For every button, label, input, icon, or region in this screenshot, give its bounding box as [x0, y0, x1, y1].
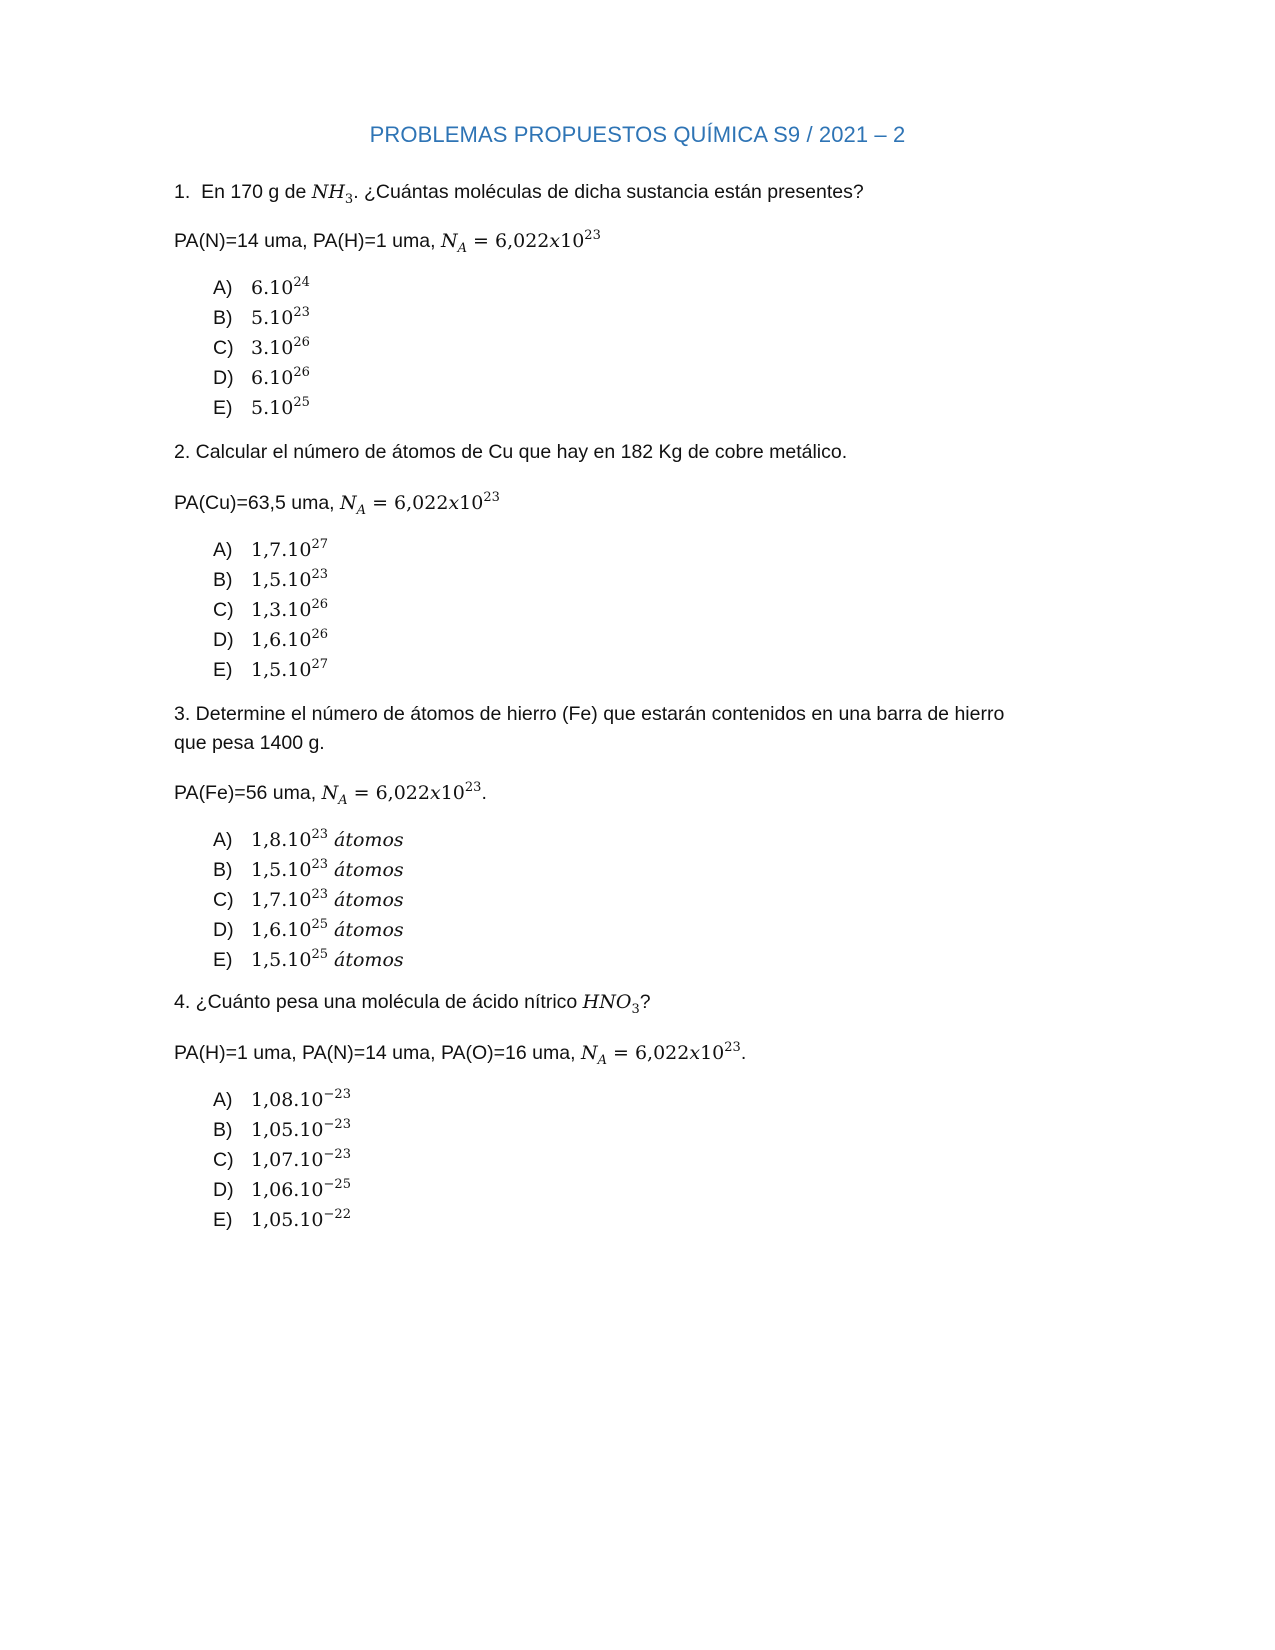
option-label: A) [213, 277, 233, 299]
answer-option [213, 530, 328, 560]
option-exponent: 26 [293, 365, 310, 380]
option-exponent: 23 [311, 567, 328, 582]
option-value: 1,5.10 [251, 859, 312, 881]
question-1-text: 1. En 170 g de $NH_3$. ¿Cuántas moléculas de dicha sustancia están presentes? [174, 181, 864, 207]
answer-option [213, 820, 404, 850]
option-value: 1,07.10 [251, 1149, 324, 1171]
question-3-options [213, 820, 404, 970]
option-exponent: 25 [311, 917, 328, 932]
option-value: 5.10 [251, 307, 294, 329]
option-unit: átomos [327, 859, 404, 881]
answer-option [213, 910, 404, 940]
question-3-text-cont: que pesa 1400 g. [174, 732, 325, 754]
option-label: E) [213, 1209, 233, 1231]
option-exponent: 23 [311, 887, 328, 902]
option-value: 3.10 [251, 337, 294, 359]
option-exponent: 26 [293, 335, 310, 350]
option-exponent: −23 [323, 1117, 351, 1132]
avogadro-constant: $N_A = 6,022x10^{23}$ [321, 780, 482, 808]
question-3-data: PA(Fe)=56 uma, $N_A = 6,022x10^{23}$. [174, 780, 487, 808]
option-label: E) [213, 659, 233, 681]
option-unit: átomos [327, 889, 404, 911]
answer-option [213, 298, 310, 328]
avogadro-constant: $N_A = 6,022x10^{23}$ [440, 228, 601, 256]
option-label: B) [213, 569, 233, 591]
question-2-data: PA(Cu)=63,5 uma, $N_A = 6,022x10^{23}$ [174, 490, 500, 518]
question-3-text: 3. Determine el número de átomos de hierro (Fe) que estarán contenidos en una barra de hierro [174, 703, 1005, 725]
answer-option [213, 620, 328, 650]
option-exponent: 23 [311, 857, 328, 872]
option-label: A) [213, 1089, 233, 1111]
option-label: B) [213, 307, 233, 329]
option-exponent: 23 [311, 827, 328, 842]
option-label: C) [213, 1149, 234, 1171]
option-unit: átomos [327, 829, 404, 851]
answer-option [213, 268, 310, 298]
option-label: D) [213, 367, 234, 389]
option-value: 6.10 [251, 367, 294, 389]
option-exponent: 25 [293, 395, 310, 410]
question-4-options [213, 1080, 351, 1230]
answer-option [213, 358, 310, 388]
question-4-data: PA(H)=1 uma, PA(N)=14 uma, PA(O)=16 uma, $N_A = 6,022x10^{23}$. [174, 1040, 747, 1068]
option-value: 1,06.10 [251, 1179, 324, 1201]
option-label: C) [213, 337, 234, 359]
question-1-options [213, 268, 310, 418]
answer-option [213, 388, 310, 418]
option-exponent: 27 [311, 537, 328, 552]
option-label: E) [213, 397, 233, 419]
option-label: E) [213, 949, 233, 971]
option-label: C) [213, 889, 234, 911]
option-label: D) [213, 919, 234, 941]
question-2-text: 2. Calcular el número de átomos de Cu que hay en 182 Kg de cobre metálico. [174, 441, 848, 463]
answer-option [213, 940, 404, 970]
question-1-data: PA(N)=14 uma, PA(H)=1 uma, $N_A = 6,022x10^{23}$ [174, 228, 601, 256]
option-value: 1,08.10 [251, 1089, 324, 1111]
question-1-number: 1. [174, 181, 191, 203]
option-value: 1,6.10 [251, 919, 312, 941]
option-value: 1,6.10 [251, 629, 312, 651]
option-value: 1,3.10 [251, 599, 312, 621]
option-value: 5.10 [251, 397, 294, 419]
option-exponent: 25 [311, 947, 328, 962]
formula-nh3: NH [311, 181, 345, 203]
option-label: D) [213, 629, 234, 651]
option-exponent: −22 [323, 1207, 351, 1222]
option-value: 1,7.10 [251, 539, 312, 561]
option-value: 1,05.10 [251, 1209, 324, 1231]
option-value: 6.10 [251, 277, 294, 299]
option-value: 1,7.10 [251, 889, 312, 911]
page-title: PROBLEMAS PROPUESTOS QUÍMICA S9 / 2021 – 2 [369, 122, 906, 147]
answer-option [213, 650, 328, 680]
option-label: A) [213, 539, 233, 561]
answer-option [213, 560, 328, 590]
option-exponent: −23 [323, 1147, 351, 1162]
option-unit: átomos [327, 949, 404, 971]
answer-option [213, 880, 404, 910]
answer-option [213, 1080, 351, 1110]
avogadro-constant: $N_A = 6,022x10^{23}$ [580, 1040, 741, 1068]
option-value: 1,05.10 [251, 1119, 324, 1141]
answer-option [213, 328, 310, 358]
option-exponent: 23 [293, 305, 310, 320]
option-label: A) [213, 829, 233, 851]
option-exponent: −23 [323, 1087, 351, 1102]
option-exponent: 27 [311, 657, 328, 672]
option-exponent: 26 [311, 597, 328, 612]
formula-hno3: HNO [582, 991, 632, 1013]
option-label: C) [213, 599, 234, 621]
answer-option [213, 1200, 351, 1230]
avogadro-constant: $N_A = 6,022x10^{23}$ [340, 490, 500, 518]
option-label: D) [213, 1179, 234, 1201]
option-value: 1,5.10 [251, 569, 312, 591]
option-value: 1,5.10 [251, 949, 312, 971]
option-unit: átomos [327, 919, 404, 941]
answer-option [213, 1140, 351, 1170]
option-exponent: 24 [293, 275, 310, 290]
option-exponent: −25 [323, 1177, 351, 1192]
answer-option [213, 590, 328, 620]
answer-option [213, 1110, 351, 1140]
option-label: B) [213, 1119, 233, 1141]
question-4-text: 4. ¿Cuánto pesa una molécula de ácido nítrico $HNO_3$? [174, 991, 651, 1017]
option-value: 1,8.10 [251, 829, 312, 851]
question-2-options [213, 530, 328, 680]
answer-option [213, 1170, 351, 1200]
option-exponent: 26 [311, 627, 328, 642]
option-value: 1,5.10 [251, 659, 312, 681]
answer-option [213, 850, 404, 880]
option-label: B) [213, 859, 233, 881]
